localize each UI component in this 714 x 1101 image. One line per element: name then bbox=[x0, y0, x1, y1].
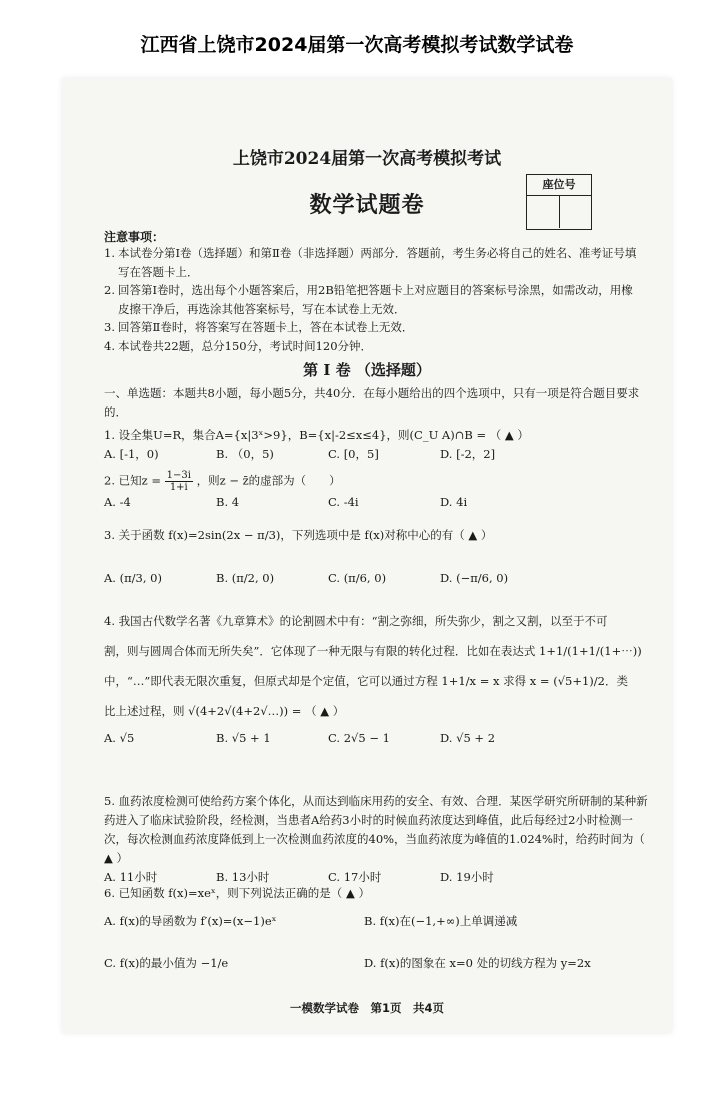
question-3 bbox=[104, 526, 649, 588]
option-a: A. √5 bbox=[104, 731, 135, 745]
option-c: C. 17小时 bbox=[328, 870, 382, 884]
question-stem: 5. 血药浓度检测可使给药方案个体化，从而达到临床用药的安全、有效、合理．某医学研究所研制的某种新药进入了临床试验阶段，经检测，当患者A给药3小时的时候血药浓度达到峰值，此后每经过2小时检测一次，每次检测血药浓度降低到上一次检测血药浓度的40%，当血药浓度为峰值的1.024%时，给药时间为（ ▲ ） bbox=[104, 794, 648, 865]
notice-text: 回答第Ⅱ卷时，将答案写在答题卡上，答在本试卷上无效． bbox=[118, 320, 414, 334]
question-options bbox=[104, 952, 649, 974]
notice-num: 4. bbox=[104, 338, 115, 353]
question-options bbox=[104, 493, 649, 512]
question-stem: 6. 已知函数 f(x)=xeˣ，则下列说法正确的是（ ▲ ） bbox=[104, 886, 370, 900]
notice-text: 本试卷分第Ⅰ卷（选择题）和第Ⅱ卷（非选择题）两部分．答题前，考生务必将自己的姓名、准考证号填写在答题卡上． bbox=[118, 246, 637, 279]
option-d: D. [-2，2] bbox=[440, 447, 496, 461]
option-c: C. [0，5] bbox=[328, 447, 379, 461]
page-footer: 一模数学试卷 第1页 共4页 bbox=[289, 1001, 444, 1015]
exam-title: 上饶市2024届第一次高考模拟考试 bbox=[232, 149, 502, 169]
subject-title: 数学试题卷 bbox=[309, 192, 425, 218]
question-1 bbox=[104, 426, 649, 464]
question-line: 比上述过程，则 √(4+2√(4+2√…)) = （ ▲ ） bbox=[104, 704, 345, 718]
notice-item bbox=[104, 244, 639, 281]
option-d: D. 4i bbox=[440, 495, 468, 509]
option-b: B. √5 + 1 bbox=[216, 731, 271, 745]
stem-post: ，则z − z̄的虚部为（ ） bbox=[196, 473, 341, 488]
option-a: A. f(x)的导函数为 f′(x)=(x−1)eˣ bbox=[104, 914, 277, 928]
option-d: D. f(x)的图象在 x=0 处的切线方程为 y=2x bbox=[364, 956, 591, 970]
option-a: A. -4 bbox=[104, 495, 131, 509]
option-d: D. 19小时 bbox=[440, 870, 494, 884]
option-b: B. （0，5) bbox=[216, 447, 274, 461]
option-b: B. f(x)在(−1,+∞)上单调递减 bbox=[364, 914, 518, 928]
notice-item bbox=[104, 318, 639, 337]
stem-pre: 2. 已知z = bbox=[104, 473, 161, 488]
question-options bbox=[104, 445, 649, 464]
question-options bbox=[104, 726, 649, 750]
question-4 bbox=[104, 606, 649, 750]
question-line: 4. 我国古代数学名著《九章算术》的论割圆术中有：“割之弥细，所失弥少，割之又割，以至于不可 bbox=[104, 614, 608, 628]
fraction-numerator: 1−3i bbox=[166, 470, 191, 481]
question-line: 中，“…”即代表无限次重复，但原式却是个定值，它可以通过方程 1+1/x = x 求得 x = (√5+1)/2．类 bbox=[104, 674, 628, 688]
seat-label: 座位号 bbox=[527, 175, 591, 196]
notice-item bbox=[104, 281, 639, 318]
seat-number-box bbox=[526, 174, 592, 230]
exam-page-scan bbox=[62, 78, 672, 1033]
fraction bbox=[165, 470, 193, 493]
part-heading: 第 Ⅰ 卷 （选择题） bbox=[303, 361, 431, 379]
notice-num: 3. bbox=[104, 320, 115, 334]
question-2 bbox=[104, 470, 649, 512]
question-options bbox=[104, 910, 649, 932]
option-b: B. 4 bbox=[216, 495, 240, 509]
option-b: B. (π/2, 0) bbox=[216, 571, 275, 585]
notice-text: 回答第Ⅰ卷时，选出每个小题答案后，用2B铅笔把答题卡上对应题目的答案标号涂黑，如需改动，用橡皮擦干净后，再选涂其他答案标号，写在本试卷上无效． bbox=[118, 283, 633, 316]
option-b: B. 13小时 bbox=[216, 870, 270, 884]
notice-item bbox=[104, 337, 639, 356]
notice-num: 1. bbox=[104, 246, 115, 260]
question-line: 割，则与圆周合体而无所失矣”．它体现了一种无限与有限的转化过程．比如在表达式 1+1/(1+1/(1+⋯)) bbox=[104, 644, 642, 658]
option-d: D. (−π/6, 0) bbox=[440, 571, 509, 585]
option-c: C. (π/6, 0) bbox=[328, 571, 387, 585]
seat-cell bbox=[527, 196, 559, 228]
notice-num: 2. bbox=[104, 283, 115, 297]
fraction-denominator: 1+i bbox=[169, 482, 188, 493]
notice-heading: 注意事项： bbox=[104, 230, 165, 244]
option-d: D. √5 + 2 bbox=[440, 731, 496, 745]
notice-text: 本试卷共22题，总分150分，考试时间120分钟． bbox=[118, 338, 373, 353]
question-options bbox=[104, 569, 649, 588]
page-title: 江西省上饶市2024届第一次高考模拟考试数学试卷 bbox=[140, 34, 574, 56]
question-6 bbox=[104, 882, 649, 974]
question-5 bbox=[104, 792, 649, 887]
question-stem: 1. 设全集U=R，集合A={x|3ˣ>9}，B={x|-2≤x≤4}，则(C_U A)∩B = （ ▲ ） bbox=[104, 428, 529, 442]
notice-list bbox=[104, 244, 639, 355]
seat-cell bbox=[559, 196, 592, 228]
option-c: C. -4i bbox=[328, 495, 359, 509]
question-stem: 3. 关于函数 f(x)=2sin(2x − π/3)，下列选项中是 f(x)对称中心的有（ ▲ ） bbox=[104, 528, 493, 542]
option-a: A. (π/3, 0) bbox=[104, 571, 162, 585]
question-stem bbox=[104, 470, 649, 493]
option-c: C. 2√5 − 1 bbox=[328, 731, 390, 745]
section-intro: 一、单选题：本题共8小题，每小题5分，共40分．在每小题给出的四个选项中，只有一项是符合题目要求的． bbox=[104, 386, 640, 419]
option-a: A. [-1，0) bbox=[104, 447, 159, 461]
option-c: C. f(x)的最小值为 −1/e bbox=[104, 956, 229, 970]
option-a: A. 11小时 bbox=[104, 870, 158, 884]
